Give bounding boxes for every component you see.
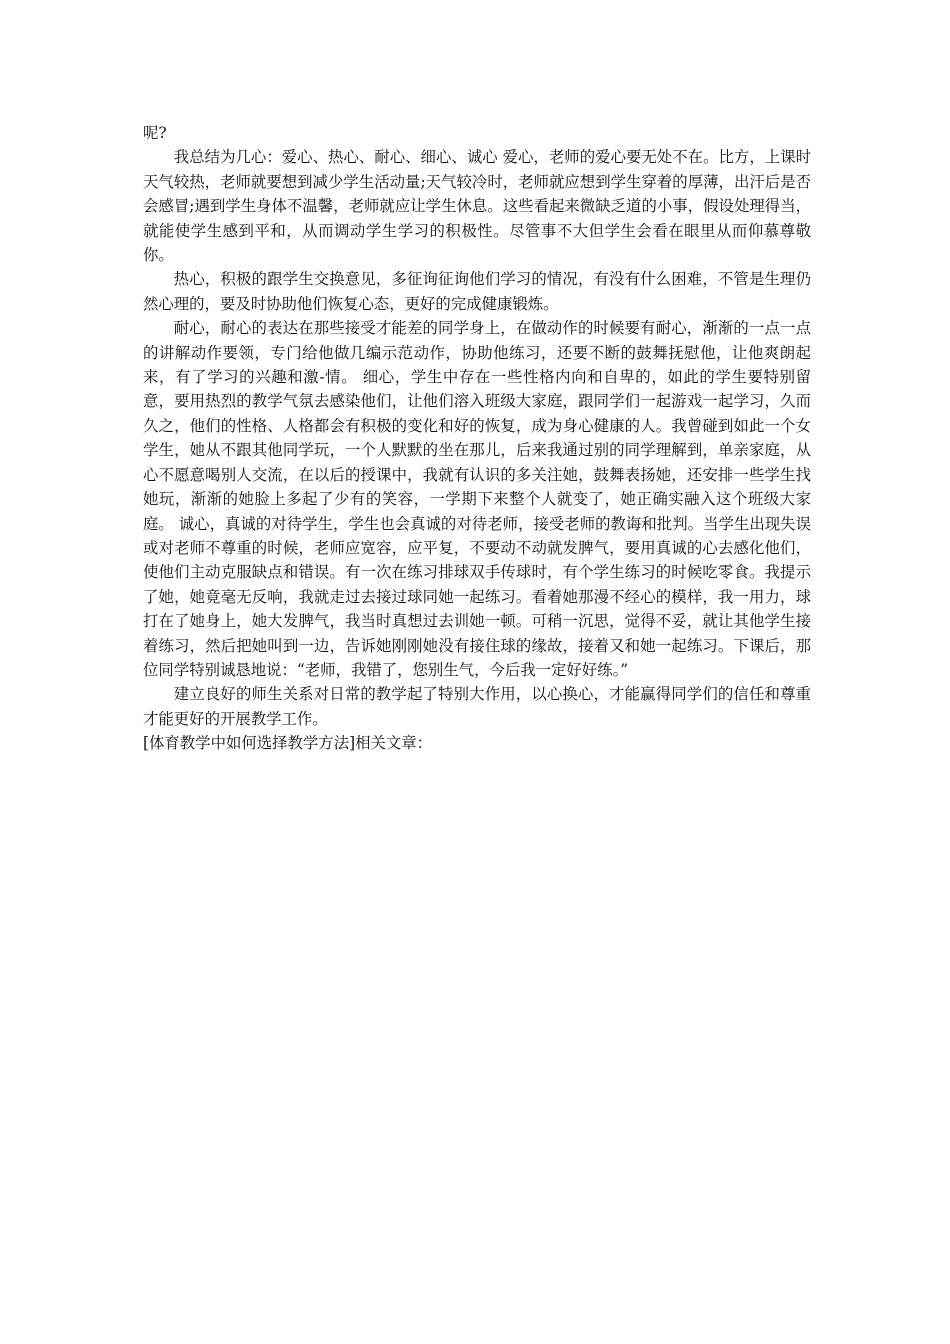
related-articles-heading: [体育教学中如何选择教学方法]相关文章： [143,734,433,753]
paragraph-conclusion: 建立良好的师生关系对日常的教学起了特别大作用，以心换心，才能赢得同学们的信任和尊重才能更好的开展教学工作。 [143,685,811,728]
paragraph-patience: 耐心，耐心的表达在那些接受才能差的同学身上，在做动作的时候要有耐心，渐渐的一点一点的讲解动作要领，专门给他做几编示范动作，协助他练习，还要不断的鼓舞抚慰他，让他爽朗起来，有了学习的兴趣和激-情。 细心，学生中存在一些性格内向和自卑的，如此的学生要特别留意，要用热烈的教学气氛去感染他们，让他们溶入班级大家庭，跟同学们一起游戏一起学习，久而久之，他们的性格、人格都会有积极的变化和好的恢复，成为身心健康的人。我曾碰到如此一个女学生，她从不跟其他同学玩，一个人默默的坐在那儿，后来我通过别的同学理解到，单亲家庭，从心不愿意喝别人交流，在以后的授课中，我就有认识的多关注她，鼓舞表扬她，还安排一些学生找她玩，渐渐的她脸上多起了少有的笑容，一学期下来整个人就变了，她正确实融入这个班级大家庭。 诚心，真诚的对待学生，学生也会真诚的对待老师，接受老师的教诲和批判。当学生出现失误或对老师不尊重的时候，老师应宽容，应平复，不要动不动就发脾气，要用真诚的心去感化他们，使他们主动克服缺点和错误。有一次在练习排球双手传球时，有个学生练习的时候吃零食。我提示了她，她竟毫无反响，我就走过去接过球同她一起练习。看着她那漫不经心的模样，我一用力，球打在了她身上，她大发脾气，我当时真想过去训她一顿。可稍一沉思，觉得不妥，就让其他学生接着练习，然后把她叫到一边，告诉她刚刚她没有接住球的缘故，接着又和她一起练习。下课后，那位同学特别诚恳地说：“老师，我错了，您别生气，今后我一定好好练。” [143,319,811,679]
paragraph-continuation: 呢? [143,124,167,142]
paragraph-enthusiasm: 热心，积极的跟学生交换意见，多征询征询他们学习的情况，有没有什么困难，不管是生理仍然心理的，要及时协助他们恢复心态，更好的完成健康锻炼。 [143,270,811,313]
paragraph-love: 我总结为几心：爱心、热心、耐心、细心、诚心 爱心，老师的爱心要无处不在。比方，上课时天气较热，老师就要想到减少学生活动量;天气较冷时，老师就应想到学生穿着的厚薄，出汗后是否会感冒;遇到学生身体不温馨，老师就应让学生休息。这些看起来微缺乏道的小事，假设处理得当，就能使学生感到平和，从而调动学生学习的积极性。尽管事不大但学生会看在眼里从而仰慕尊敬你。 [143,148,811,265]
document-page [143,121,811,756]
